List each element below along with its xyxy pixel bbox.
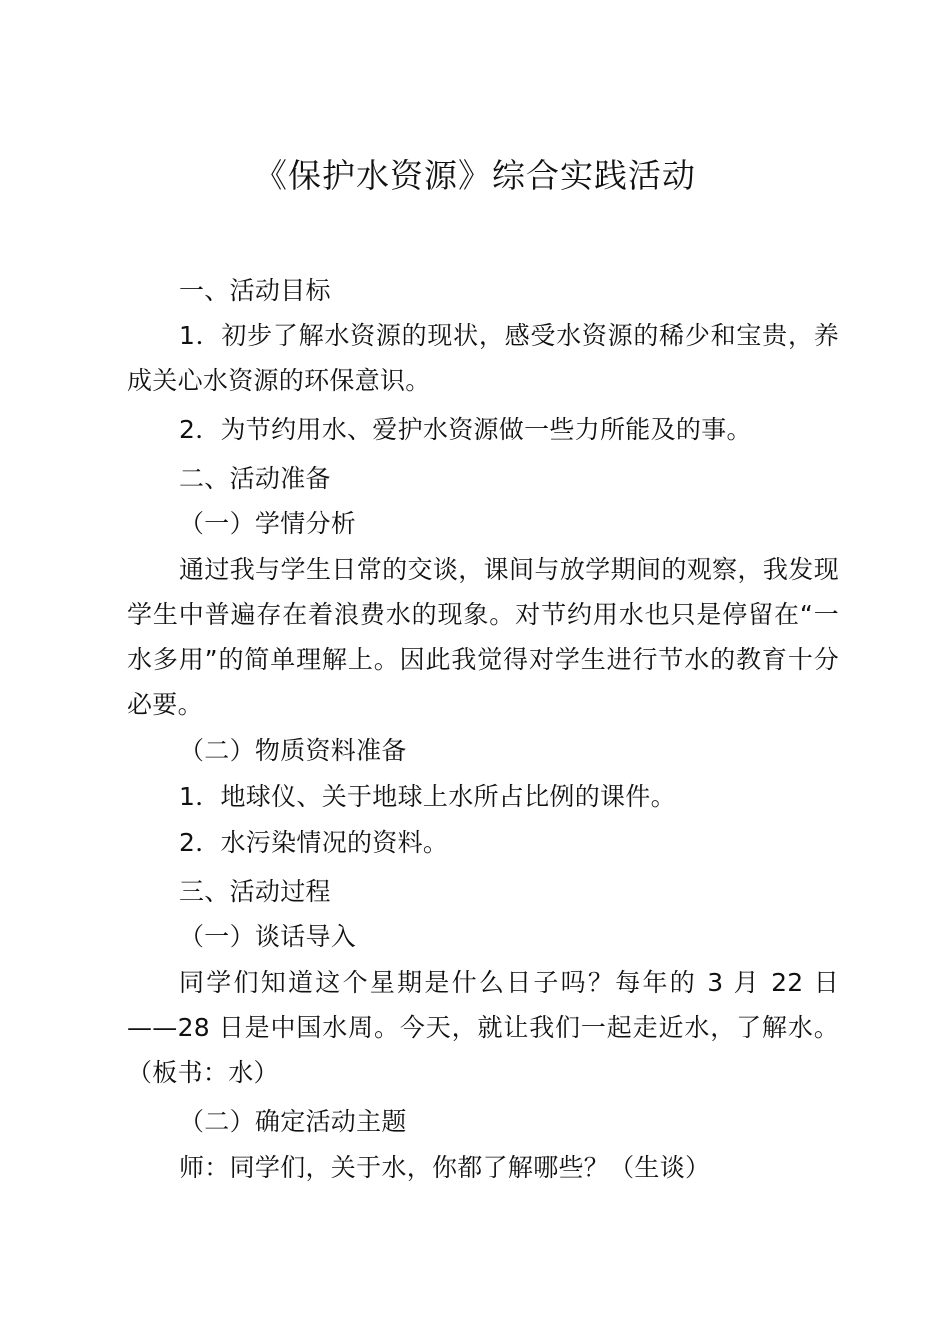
student-analysis-paragraph: 通过我与学生日常的交谈，课间与放学期间的观察，我发现学生中普遍存在着浪费水的现象。对节约用水也只是停留在“一水多用”的简单理解上。因此我觉得对学生进行节水的教育十分必要。 — [127, 555, 839, 719]
subheading-intro-talk: （一）谈话导入 — [179, 922, 357, 951]
section-heading-goals: 一、活动目标 — [179, 276, 331, 305]
section-heading-preparation: 二、活动准备 — [179, 464, 331, 493]
goal-item-2: 2．为节约用水、爱护水资源做一些力所能及的事。 — [179, 415, 752, 444]
materials-item-1: 1．地球仪、关于地球上水所占比例的课件。 — [179, 782, 676, 811]
section-heading-process: 三、活动过程 — [179, 877, 331, 906]
intro-talk-paragraph: 同学们知道这个星期是什么日子吗？每年的 3 月 22 日——28 日是中国水周。今天，就让我们一起走近水，了解水。（板书：水） — [127, 968, 839, 1087]
subheading-materials: （二）物质资料准备 — [179, 736, 407, 765]
document-title: 《保护水资源》综合实践活动 — [254, 156, 696, 195]
materials-item-2: 2．水污染情况的资料。 — [179, 828, 449, 857]
goal-item-1: 1．初步了解水资源的现状，感受水资源的稀少和宝贵，养成关心水资源的环保意识。 — [127, 321, 839, 395]
subheading-theme: （二）确定活动主题 — [179, 1107, 407, 1136]
subheading-student-analysis: （一）学情分析 — [179, 509, 357, 538]
theme-paragraph: 师：同学们，关于水，你都了解哪些？（生谈） — [179, 1153, 711, 1182]
document-body — [127, 268, 839, 1190]
